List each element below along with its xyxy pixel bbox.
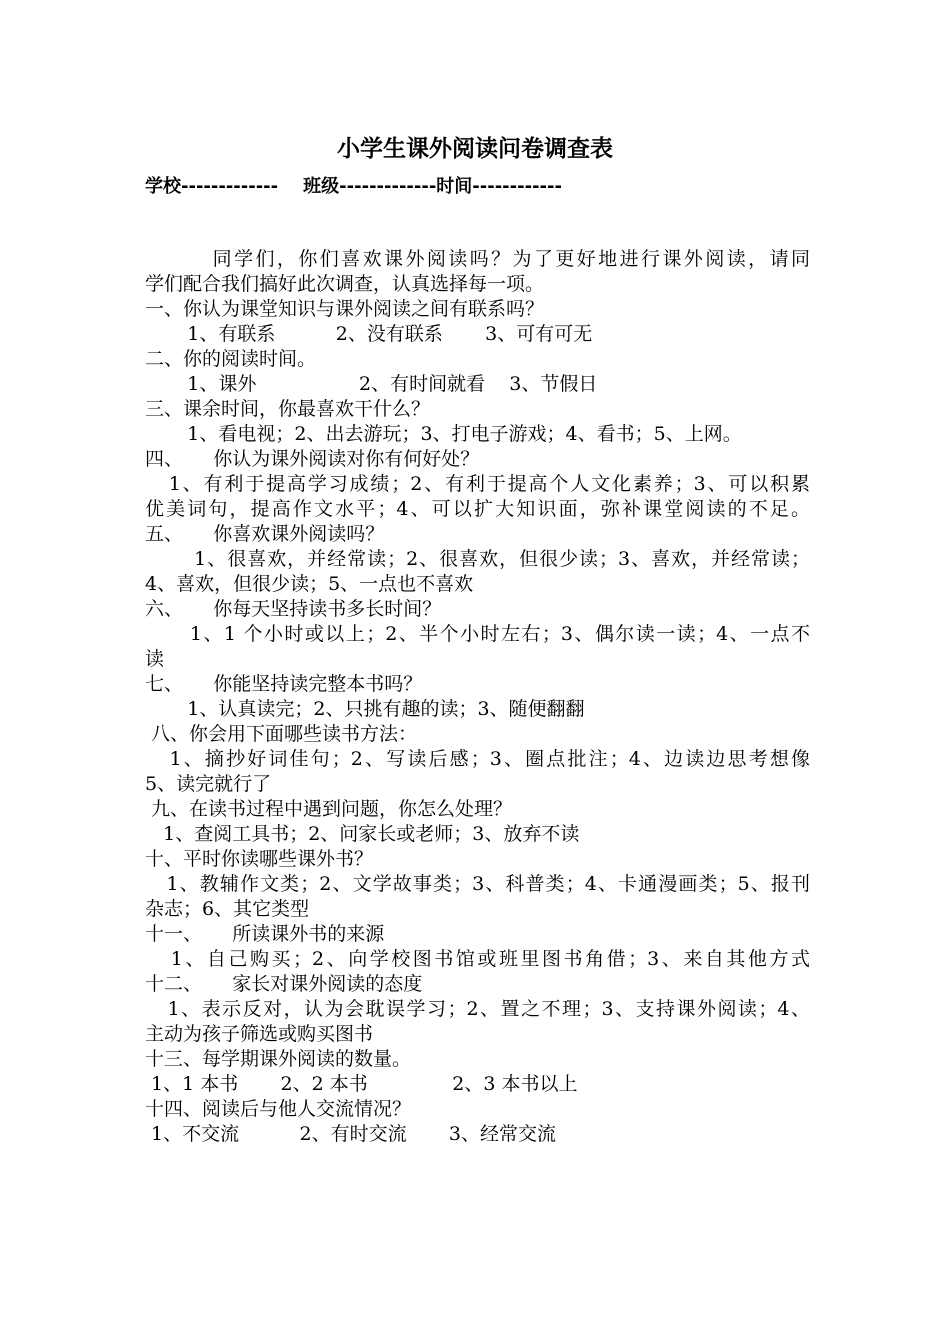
text-line: 1、自己购买；2、向学校图书馆或班里图书角借；3、来自其他方式 — [145, 948, 810, 970]
text-line: 二、你的阅读时间。 — [145, 348, 317, 370]
text-line: 主动为孩子筛选或购买图书 — [145, 1023, 374, 1045]
text-line — [145, 222, 810, 247]
text-line: 1、看电视；2、出去游玩；3、打电子游戏；4、看书；5、上网。 — [145, 423, 742, 445]
text-line: 1、教辅作文类；2、文学故事类；3、科普类；4、卡通漫画类；5、报刊 — [145, 873, 810, 895]
text-line: 1、课外 2、有时间就看 3、节假日 — [145, 373, 598, 395]
text-line: 1、1 个小时或以上；2、半个小时左右；3、偶尔读一读；4、一点不 — [145, 623, 810, 645]
text-line: 学们配合我们搞好此次调查，认真选择每一项。 — [145, 273, 545, 295]
text-line: 六、 你每天坚持读书多长时间？ — [145, 598, 442, 620]
text-line: 一、你认为课堂知识与课外阅读之间有联系吗？ — [145, 298, 545, 320]
text-line: 五、 你喜欢课外阅读吗？ — [145, 523, 385, 545]
text-line: 八、你会用下面哪些读书方法： — [145, 723, 418, 745]
questionnaire-body — [145, 222, 810, 1147]
text-line: 优美词句，提高作文水平；4、可以扩大知识面，弥补课堂阅读的不足。 — [145, 498, 810, 520]
text-line: 七、 你能坚持读完整本书吗？ — [145, 673, 423, 695]
text-line: 十一、 所读课外书的来源 — [145, 923, 385, 945]
text-line: 四、 你认为课外阅读对你有何好处？ — [145, 448, 480, 470]
text-line: 1、表示反对，认为会耽误学习；2、置之不理；3、支持课外阅读；4、 — [145, 998, 810, 1020]
text-line: 1、查阅工具书；2、问家长或老师；3、放弃不读 — [145, 823, 580, 845]
text-line: 同学们，你们喜欢课外阅读吗？为了更好地进行课外阅读，请同 — [145, 248, 810, 270]
text-line: 1、摘抄好词佳句；2、写读后感；3、圈点批注；4、边读边思考想像 — [145, 748, 810, 770]
text-line: 十三、每学期课外阅读的数量。 — [145, 1048, 412, 1070]
text-line: 1、很喜欢，并经常读；2、很喜欢，但很少读；3、喜欢，并经常读； — [145, 548, 810, 570]
text-line: 九、在读书过程中遇到问题，你怎么处理？ — [145, 798, 513, 820]
text-line: 1、有利于提高学习成绩；2、有利于提高个人文化素养；3、可以积累 — [145, 473, 810, 495]
page-title: 小学生课外阅读问卷调查表 — [337, 136, 613, 162]
text-line: 1、不交流 2、有时交流 3、经常交流 — [145, 1123, 556, 1145]
school-class-time-line: 学校------------- 班级-------------时间------------ — [145, 176, 562, 197]
text-line: 1、1 本书 2、2 本书 2、3 本书以上 — [145, 1073, 578, 1095]
text-line: 1、有联系 2、没有联系 3、可有可无 — [145, 323, 593, 345]
text-line: 1、认真读完；2、只挑有趣的读；3、随便翻翻 — [145, 698, 585, 720]
text-line: 十四、阅读后与他人交流情况？ — [145, 1098, 412, 1120]
text-line: 杂志；6、其它类型 — [145, 898, 310, 920]
text-line: 十二、 家长对课外阅读的态度 — [145, 973, 423, 995]
text-line: 三、课余时间，你最喜欢干什么？ — [145, 398, 431, 420]
text-line: 4、喜欢，但很少读；5、一点也不喜欢 — [145, 573, 474, 595]
text-line: 读 — [145, 648, 165, 670]
text-line: 十、平时你读哪些课外书？ — [145, 848, 374, 870]
text-line: 5、读完就行了 — [145, 773, 272, 795]
